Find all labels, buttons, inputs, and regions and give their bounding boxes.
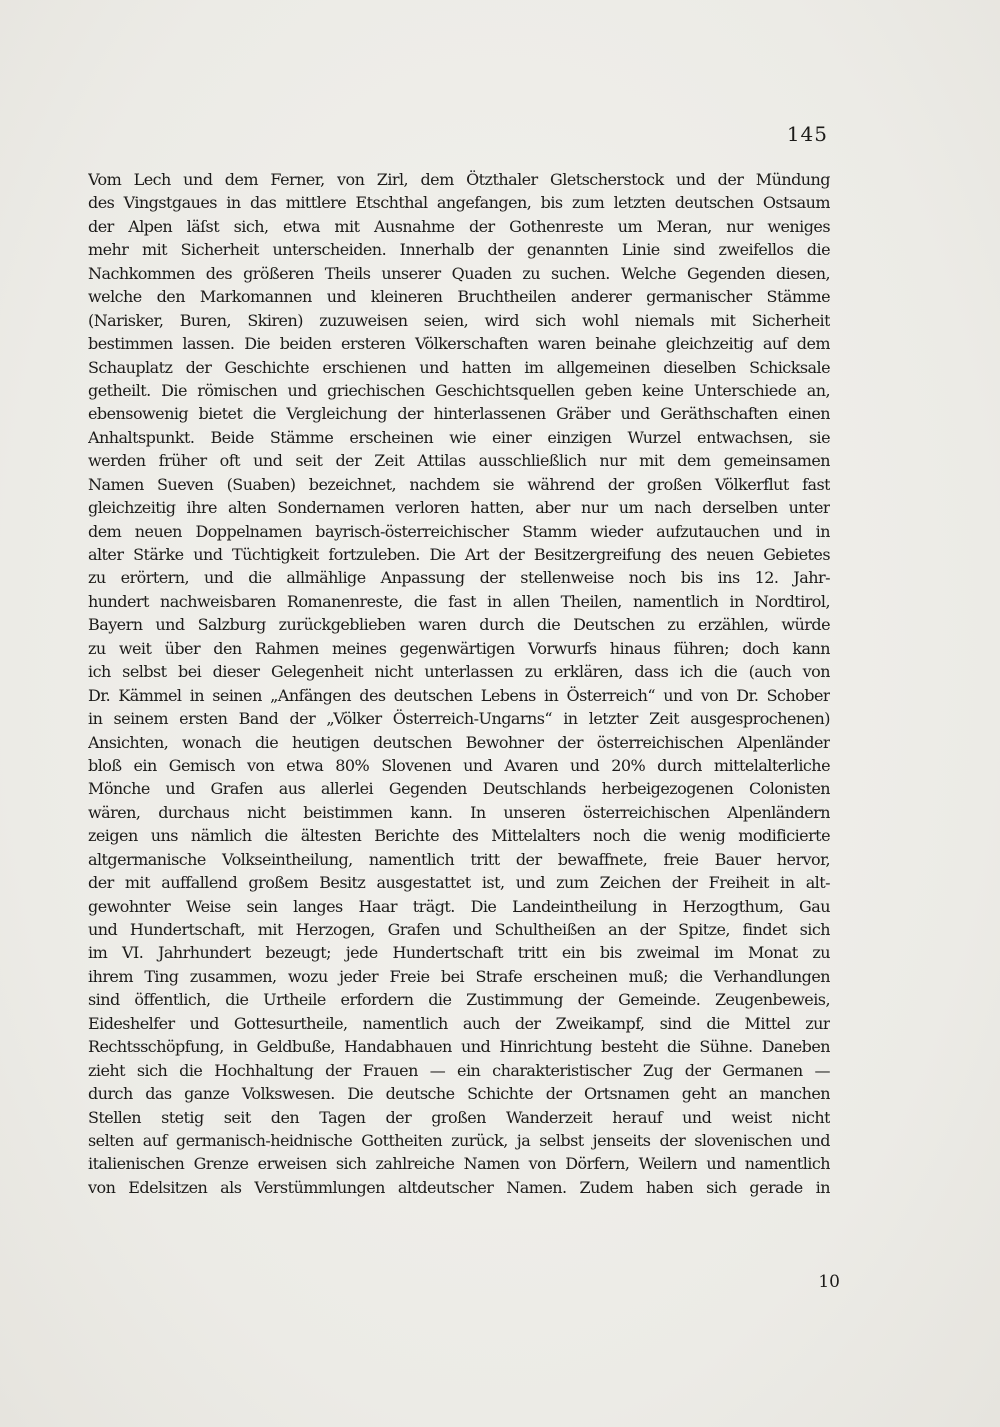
text-line: Nachkommen des größeren Theils unserer Quaden zu suchen. Welche Gegenden diesen, (88, 263, 830, 283)
text-line: sind öffentlich, die Urtheile erfordern die Zustimmung der Gemeinde. Zeugenbeweis, (88, 990, 830, 1010)
text-line: zeigen uns nämlich die ältesten Berichte des Mittelalters noch die wenig modificierte (88, 826, 830, 846)
text-line: selten auf germanisch-heidnische Gottheiten zurück, ja selbst jenseits der slovenischen und (88, 1130, 830, 1150)
text-line: dem neuen Doppelnamen bayrisch-österreichischer Stamm wieder aufzutauchen und in (88, 521, 830, 541)
text-line: bestimmen lassen. Die beiden ersteren Völkerschaften waren beinahe gleichzeitig auf dem (88, 334, 830, 354)
text-line: Schauplatz der Geschichte erschienen und hatten im allgemeinen dieselben Schicksale (88, 357, 830, 377)
text-line: Ansichten, wonach die heutigen deutschen Bewohner der österreichischen Alpenländer (88, 732, 830, 752)
text-line: und Hundertschaft, mit Herzogen, Grafen und Schultheißen an der Spitze, findet sich (88, 920, 830, 939)
text-line: zu erörtern, und die allmählige Anpassung der stellenweise noch bis ins 12. Jahr- (88, 568, 830, 588)
text-line: Anhaltspunkt. Beide Stämme erscheinen wie einer einzigen Wurzel entwachsen, sie (88, 427, 830, 447)
text-line: ebensowenig bietet die Vergleichung der hinterlassenen Gräber und Geräthschaften einen (88, 404, 830, 424)
text-line: Rechtsschöpfung, in Geldbuße, Handabhauen und Hinrichtung besteht die Sühne. Daneben (88, 1037, 830, 1057)
text-line: Stellen stetig seit den Tagen der großen Wanderzeit herauf und weist nicht (88, 1107, 830, 1127)
text-line: werden früher oft und seit der Zeit Attilas ausschließlich nur mit dem gemeinsamen (88, 451, 830, 471)
signature-mark: 10 (818, 1272, 840, 1292)
text-line: getheilt. Die römischen und griechischen Geschichtsquellen geben keine Unterschiede an, (88, 380, 830, 400)
text-line: altgermanische Volkseintheilung, namentlich tritt der bewaffnete, freie Bauer hervor, (88, 849, 830, 869)
page-number: 145 (786, 122, 828, 146)
text-line: Vom Lech und dem Ferner, von Zirl, dem Ötzthaler Gletscherstock und der Mündung (88, 170, 830, 189)
text-line: hundert nachweisbaren Romanenreste, die fast in allen Theilen, namentlich in Nordtirol, (88, 591, 830, 611)
text-line: zieht sich die Hochhaltung der Frauen — ein charakteristischer Zug der Germanen — (88, 1060, 830, 1080)
text-line: des Vingstgaues in das mittlere Etschthal angefangen, bis zum letzten deutschen Ostsaum (88, 193, 830, 213)
text-line: Bayern und Salzburg zurückgeblieben waren durch die Deutschen zu erzählen, würde (88, 615, 830, 635)
text-line: gewohnter Weise sein langes Haar trägt. Die Landeintheilung in Herzogthum, Gau (88, 896, 830, 916)
text-line: Dr. Kämmel in seinen „Anfängen des deutschen Lebens in Österreich“ und von Dr. Schober (88, 685, 830, 705)
text-line: im VI. Jahrhundert bezeugt; jede Hundertschaft tritt ein bis zweimal im Monat zu (88, 943, 830, 963)
text-line: ich selbst bei dieser Gelegenheit nicht unterlassen zu erklären, dass ich die (auch von (88, 662, 830, 682)
text-line: Eideshelfer und Gottesurtheile, namentlich auch der Zweikampf, sind die Mittel zur (88, 1013, 830, 1033)
text-line: alter Stärke und Tüchtigkeit fortzuleben. Die Art der Besitzergreifung des neuen Gebietes (88, 545, 830, 564)
text-line: Namen Sueven (Suaben) bezeichnet, nachdem sie während der großen Völkerflut fast (88, 474, 830, 494)
text-line: gleichzeitig ihre alten Sondernamen verloren hatten, aber nur um nach derselben unter (88, 498, 830, 518)
text-line: durch das ganze Volkswesen. Die deutsche Schichte der Ortsnamen geht an manchen (88, 1084, 830, 1104)
text-line: der mit auffallend großem Besitz ausgestattet ist, und zum Zeichen der Freiheit in alt- (88, 873, 830, 893)
text-line: Mönche und Grafen aus allerlei Gegenden Deutschlands herbeigezogenen Colonisten (88, 779, 830, 799)
text-line: bloß ein Gemisch von etwa 80% Slovenen und Avaren und 20% durch mittelalterliche (88, 755, 830, 775)
text-line: mehr mit Sicherheit unterscheiden. Innerhalb der genannten Linie sind zweifellos die (88, 240, 830, 260)
text-line: ihrem Ting zusammen, wozu jeder Freie bei Strafe erscheinen muß; die Verhandlungen (88, 966, 830, 986)
text-line: von Edelsitzen als Verstümmlungen altdeutscher Namen. Zudem haben sich gerade in (88, 1177, 830, 1197)
text-line: wären, durchaus nicht beistimmen kann. In unseren österreichischen Alpenländern (88, 802, 830, 822)
body-text (88, 168, 830, 1199)
text-line: (Narisker, Buren, Skiren) zuzuweisen seien, wird sich wohl niemals mit Sicherheit (88, 310, 830, 330)
text-line: zu weit über den Rahmen meines gegenwärtigen Vorwurfs hinaus führen; doch kann (88, 638, 830, 658)
text-line: in seinem ersten Band der „Völker Österreich-Ungarns“ in letzter Zeit ausgesprochenen) (88, 709, 830, 729)
text-line: der Alpen läſst sich, etwa mit Ausnahme der Gothenreste um Meran, nur weniges (88, 216, 830, 236)
text-line: italienischen Grenze erweisen sich zahlreiche Namen von Dörfern, Weilern und namentlich (88, 1154, 830, 1174)
text-line: welche den Markomannen und kleineren Bruchtheilen anderer germanischer Stämme (88, 287, 830, 307)
